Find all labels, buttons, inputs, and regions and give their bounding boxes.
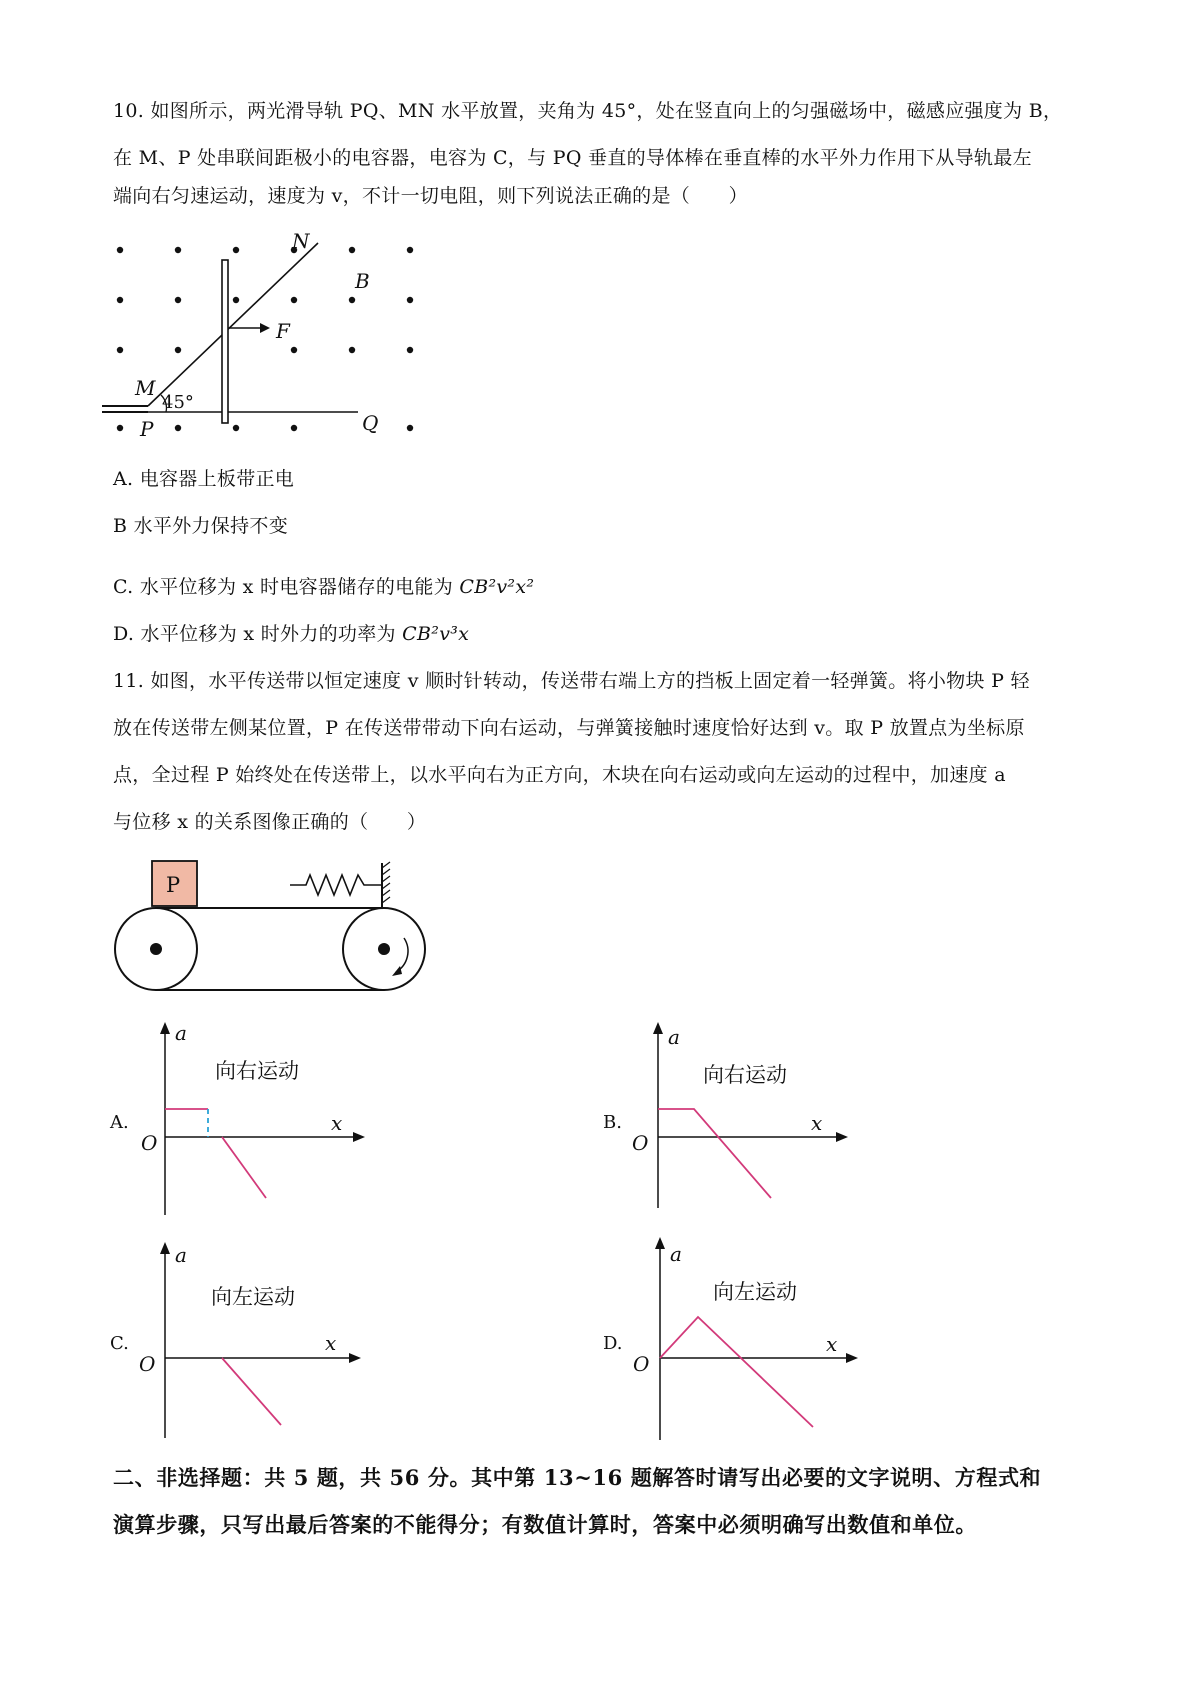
graph-c-origin: O	[139, 1352, 156, 1376]
spring	[290, 875, 382, 895]
conductor-bar	[222, 260, 228, 423]
graph-d-x-label: x	[826, 1332, 838, 1356]
graph-b-x-label: x	[811, 1111, 823, 1135]
graph-b-title: 向右运动	[703, 1063, 787, 1087]
label-angle: 45°	[162, 392, 194, 413]
label-m: M	[135, 376, 156, 400]
graph-c-title: 向左运动	[211, 1285, 295, 1309]
graph-b-origin: O	[632, 1131, 649, 1155]
q10-option-b: B 水平外力保持不变	[113, 515, 289, 537]
q11-text-line-3: 点，全过程 P 始终处在传送带上，以水平向右为正方向，木块在向右运动或向左运动的过程中，加速度 a	[113, 764, 1006, 786]
q10-text-line-3: 端向右匀速运动，速度为 v，不计一切电阻，则下列说法正确的是（ ）	[113, 185, 748, 207]
conveyor-belt-figure	[110, 858, 430, 1008]
block-p-label: P	[166, 873, 181, 897]
force-arrow-head	[260, 323, 270, 333]
graph-d	[628, 1235, 878, 1445]
label-n: N	[292, 230, 310, 253]
graph-a-option: A.	[110, 1112, 129, 1133]
label-b: B	[355, 269, 370, 293]
graph-a-slope	[222, 1137, 266, 1198]
graph-d-origin: O	[633, 1352, 650, 1376]
q10-rail-figure	[100, 230, 430, 445]
label-p: P	[140, 417, 154, 441]
q10-option-c	[113, 574, 534, 600]
q10-option-d	[113, 621, 469, 647]
graph-a-x-label: x	[331, 1111, 343, 1135]
q10-option-d-text: D. 水平位移为 x 时外力的功率为	[113, 623, 403, 645]
graph-d-y-label: a	[670, 1242, 682, 1266]
left-axle	[150, 943, 162, 955]
graph-d-title: 向左运动	[713, 1280, 797, 1304]
graph-b-curve	[658, 1109, 771, 1198]
graph-b-y-label: a	[668, 1025, 680, 1049]
q11-text-line-1: 11. 如图，水平传送带以恒定速度 v 顺时针转动，传送带右端上方的挡板上固定着一轻弹簧。将小物块 P 轻	[113, 670, 1030, 692]
graph-c	[135, 1240, 375, 1440]
graph-d-curve	[660, 1317, 813, 1427]
q10-option-c-text: C. 水平位移为 x 时电容器储存的电能为	[113, 576, 460, 598]
label-q: Q	[362, 411, 379, 435]
graph-c-x-label: x	[325, 1331, 337, 1355]
graph-b-option: B.	[603, 1112, 622, 1133]
rail-mn	[148, 243, 318, 406]
right-axle	[378, 943, 390, 955]
graph-c-y-label: a	[175, 1243, 187, 1267]
graph-d-option: D.	[603, 1333, 623, 1354]
graph-a-y-label: a	[175, 1021, 187, 1045]
graph-c-curve	[222, 1358, 281, 1425]
graph-a	[135, 1020, 375, 1220]
graph-b	[628, 1020, 868, 1220]
q11-text-line-2: 放在传送带左侧某位置，P 在传送带带动下向右运动，与弹簧接触时速度恰好达到 v。取 P 放置点为坐标原	[113, 717, 1025, 739]
graph-a-origin: O	[141, 1131, 158, 1155]
graph-c-option: C.	[110, 1333, 129, 1354]
baffle-hatching	[382, 862, 390, 903]
q11-text-line-4: 与位移 x 的关系图像正确的（ ）	[113, 811, 427, 833]
q10-option-a: A. 电容器上板带正电	[113, 468, 295, 490]
q10-option-c-formula: CB²v²x²	[459, 576, 535, 598]
label-f: F	[276, 319, 290, 343]
q10-text-line-1: 10. 如图所示，两光滑导轨 PQ、MN 水平放置，夹角为 45°，处在竖直向上的匀强磁场中，磁感应强度为 B，	[113, 100, 1063, 122]
section-2-line-2: 演算步骤，只写出最后答案的不能得分；有数值计算时，答案中必须明确写出数值和单位。	[113, 1512, 977, 1537]
graph-a-title: 向右运动	[215, 1059, 299, 1083]
q10-text-line-2: 在 M、P 处串联间距极小的电容器，电容为 C，与 PQ 垂直的导体棒在垂直棒的水平外力作用下从导轨最左	[113, 147, 1032, 169]
section-2-line-1: 二、非选择题：共 5 题，共 56 分。其中第 13~16 题解答时请写出必要的文字说明、方程式和	[113, 1465, 1042, 1490]
q10-option-d-formula: CB²v³x	[402, 623, 470, 645]
